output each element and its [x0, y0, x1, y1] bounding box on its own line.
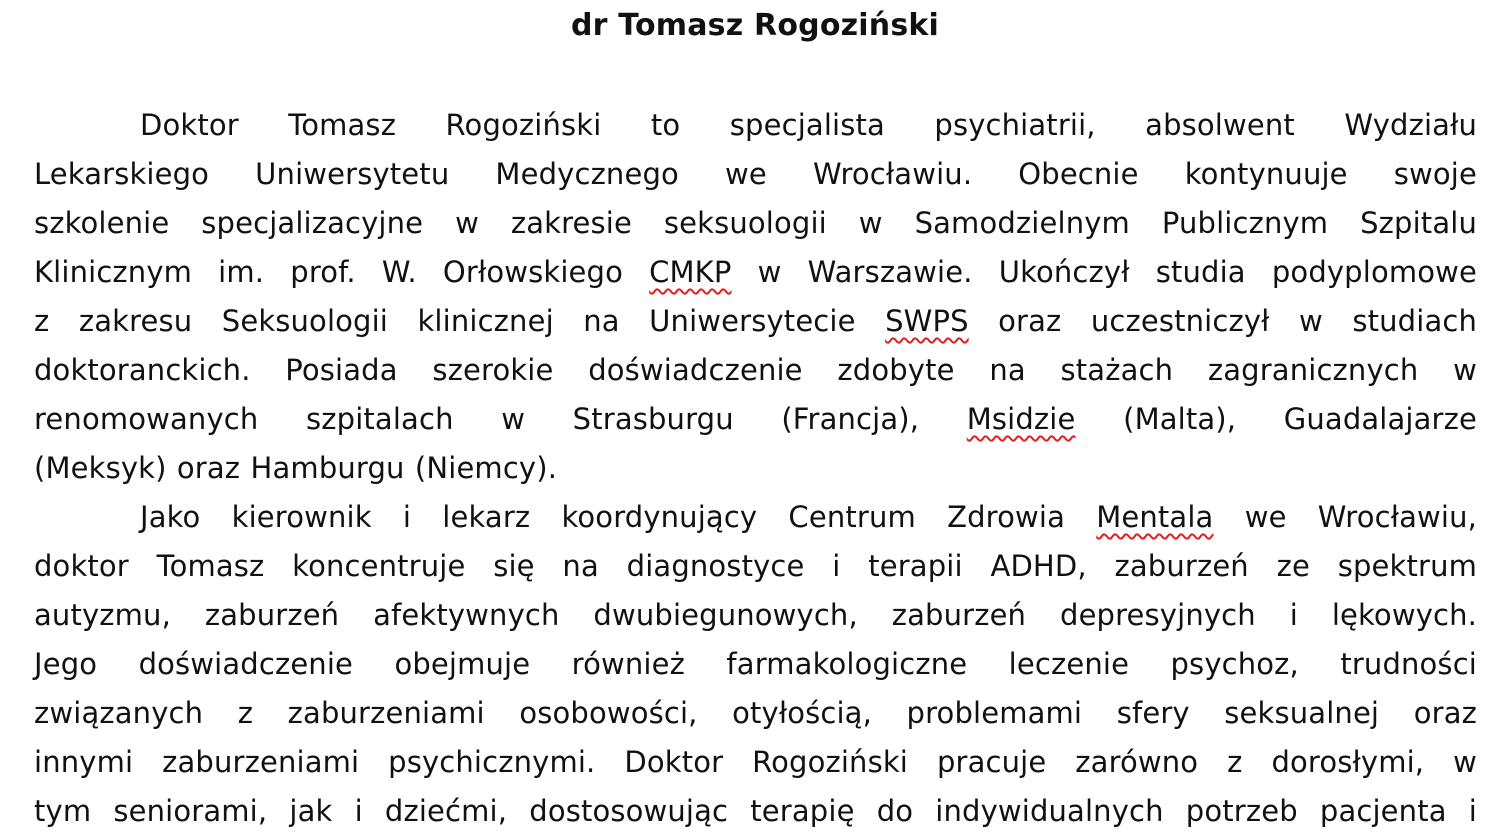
text-segment: z zakresu Seksuologii klinicznej na Uniwersytecie [34, 304, 886, 338]
text-line [34, 248, 1477, 297]
text-line-content: Lekarskiego Uniwersytetu Medycznego we Wrocławiu. Obecnie kontynuuje swoje [34, 157, 1477, 191]
text-line [34, 150, 1477, 199]
spellcheck-flagged-word[interactable]: Msidzie [966, 402, 1076, 436]
text-line-content: doktoranckich. Posiada szerokie doświadczenie zdobyte na stażach zagranicznych w [34, 353, 1477, 387]
text-segment: renomowanych szpitalach w Strasburgu (Francja), [34, 402, 967, 436]
text-line [34, 787, 1477, 836]
text-line-content: związanych z zaburzeniami osobowości, otyłością, problemami sfery seksualnej oraz [34, 696, 1477, 730]
text-segment: we Wrocławiu, [1213, 500, 1477, 534]
paragraph-2 [34, 493, 1477, 836]
text-segment: Jako kierownik i lekarz koordynujący Centrum Zdrowia [140, 500, 1097, 534]
text-line [34, 444, 1477, 493]
text-line [34, 542, 1477, 591]
spellcheck-flagged-word[interactable]: SWPS [885, 304, 969, 338]
text-line-content: szkolenie specjalizacyjne w zakresie seksuologii w Samodzielnym Publicznym Szpitalu [34, 206, 1477, 240]
text-line [34, 199, 1477, 248]
text-segment: w Warszawie. Ukończył studia podyplomowe [731, 255, 1477, 289]
text-line [34, 395, 1477, 444]
document-body [34, 101, 1477, 836]
text-line [34, 297, 1477, 346]
text-line-content: innymi zaburzeniami psychicznymi. Doktor Rogoziński pracuje zarówno z dorosłymi, w [34, 745, 1477, 779]
text-line [34, 689, 1477, 738]
text-line-content: (Meksyk) oraz Hamburgu (Niemcy). [34, 451, 558, 485]
text-line [34, 640, 1477, 689]
text-line-content: tym seniorami, jak i dziećmi, dostosowując terapię do indywidualnych potrzeb pacjenta i [34, 794, 1477, 828]
text-line [34, 493, 1477, 542]
text-line [34, 738, 1477, 787]
paragraph-1 [34, 101, 1477, 493]
text-line [34, 101, 1477, 150]
text-segment: oraz uczestniczył w studiach [968, 304, 1477, 338]
text-line [34, 346, 1477, 395]
text-line-content: autyzmu, zaburzeń afektywnych dwubiegunowych, zaburzeń depresyjnych i lękowych. [34, 598, 1477, 632]
text-line-content: Jego doświadczenie obejmuje również farmakologiczne leczenie psychoz, trudności [34, 647, 1477, 681]
text-segment: (Malta), Guadalajarze [1075, 402, 1477, 436]
text-line [34, 591, 1477, 640]
text-line-content: Doktor Tomasz Rogoziński to specjalista psychiatrii, absolwent Wydziału [140, 108, 1477, 142]
spellcheck-flagged-word[interactable]: CMKP [649, 255, 732, 289]
document-title: dr Tomasz Rogoziński [570, 8, 940, 43]
text-line-content: doktor Tomasz koncentruje się na diagnostyce i terapii ADHD, zaburzeń ze spektrum [34, 549, 1477, 583]
text-segment: Klinicznym im. prof. W. Orłowskiego [34, 255, 650, 289]
spellcheck-flagged-word[interactable]: Mentala [1096, 500, 1214, 534]
